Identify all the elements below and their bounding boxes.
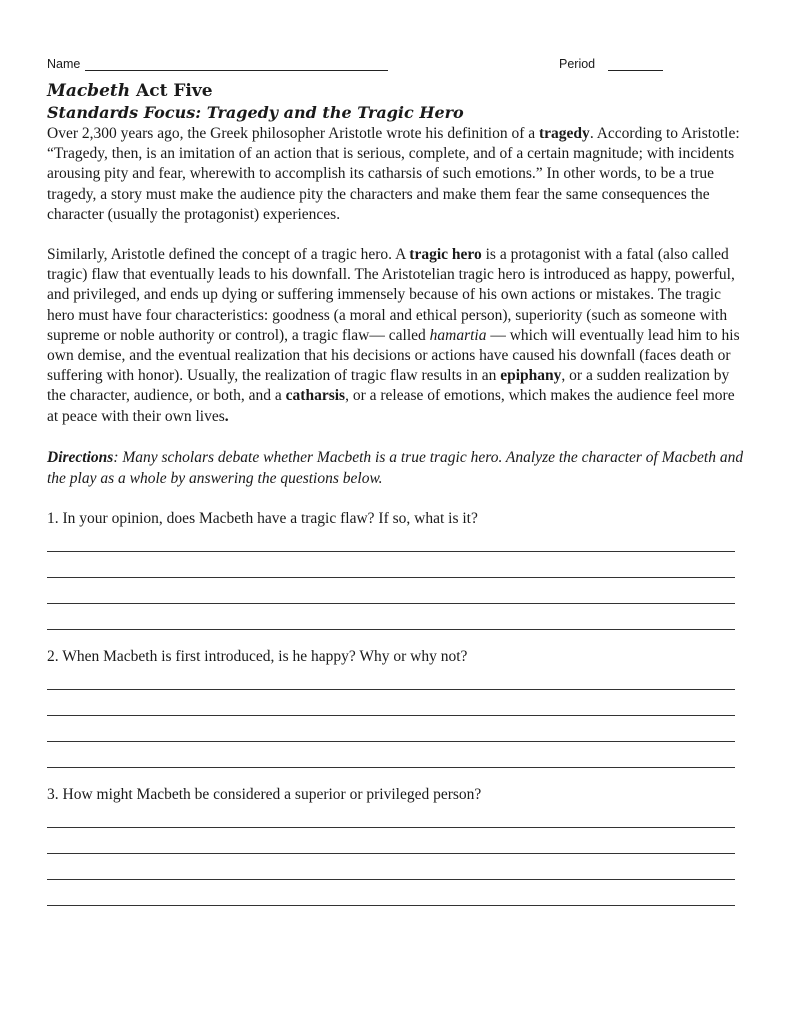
term-hamartia: hamartia [429,326,487,344]
p2-text-3: — which will eventually lead him to his own demise, and the eventual realization that his decisions or actions have caused his downfall (faces death or suffering with honor). Usually, the realization of tragic flaw results in an [47,326,740,385]
p2-text-5: , or a release of emotions, which makes the audience feel more at peace with their own lives [47,387,735,425]
period-label: Period [559,57,596,71]
answer-line[interactable] [47,716,735,742]
name-blank[interactable] [85,70,388,71]
answer-line[interactable] [47,742,735,768]
name-label: Name [47,57,81,71]
question-3 [47,785,747,906]
question-1-text: 1. In your opinion, does Macbeth have a tragic flaw? If so, what is it? [47,509,478,527]
answer-line[interactable] [47,578,735,604]
title-act: Act Five [130,81,213,101]
p1-text-1: Over 2,300 years ago, the Greek philosopher Aristotle wrote his definition of a [47,125,540,142]
directions [47,447,747,489]
question-2 [47,647,747,768]
title-play-name: Macbeth [47,81,131,101]
term-tragic-hero: tragic hero [409,246,482,264]
header-row [47,52,747,76]
page-subtitle: Standards Focus: Tragedy and the Tragic Hero [47,103,464,122]
p2-text-1: Similarly, Aristotle defined the concept of a tragic hero. A [47,246,410,264]
tragedy-paragraph [47,124,747,225]
answer-line[interactable] [47,805,735,828]
p2-text-4: , or a sudden realization by the character, audience, or both, and a [47,367,730,405]
term-tragedy: tragedy [539,125,590,142]
term-catharsis: catharsis [285,387,346,405]
directions-label: Directions [47,448,114,466]
answer-line[interactable] [47,552,735,578]
directions-text: : Many scholars debate whether Macbeth is a true tragic hero. Analyze the character of Macbeth and the play as a whole by answering the questions below. [47,448,744,487]
period-blank[interactable] [608,70,663,71]
answer-line[interactable] [47,828,735,854]
worksheet-page [47,52,747,906]
answer-line[interactable] [47,690,735,716]
p1-text-2: . According to Aristotle: “Tragedy, then, is an imitation of an action that is serious, complete, and of a certain magnitude; with incidents arousing pity and fear, wherewith to accomplish its catharsis of such emotions.” In other words, to be a true tragedy, a story must make the audience pity the characters and make them fear the same consequences the character (usually the protagonist) experiences. [47,125,740,223]
p2-final-period: . [224,407,229,425]
tragic-hero-paragraph [47,245,747,427]
answer-line[interactable] [47,529,735,552]
question-3-text: 3. How might Macbeth be considered a superior or privileged person? [47,785,482,803]
answer-line[interactable] [47,880,735,906]
term-epiphany: epiphany [500,367,562,385]
p2-text-2: is a protagonist with a fatal (also called tragic) flaw that eventually leads to his downfall. The Aristotelian tragic hero is introduced as happy, powerful, and privileged, and ends up dying or suffering immensely because of his own actions or mistakes. The tragic hero must have four characteristics: goodness (a moral and ethical person), superiority (such as someone with supreme or noble authority or control), a tragic flaw— called [47,246,735,344]
question-1 [47,509,747,630]
page-title [47,80,747,102]
answer-line[interactable] [47,854,735,880]
question-2-text: 2. When Macbeth is first introduced, is he happy? Why or why not? [47,647,468,665]
answer-line[interactable] [47,667,735,690]
answer-line[interactable] [47,604,735,630]
